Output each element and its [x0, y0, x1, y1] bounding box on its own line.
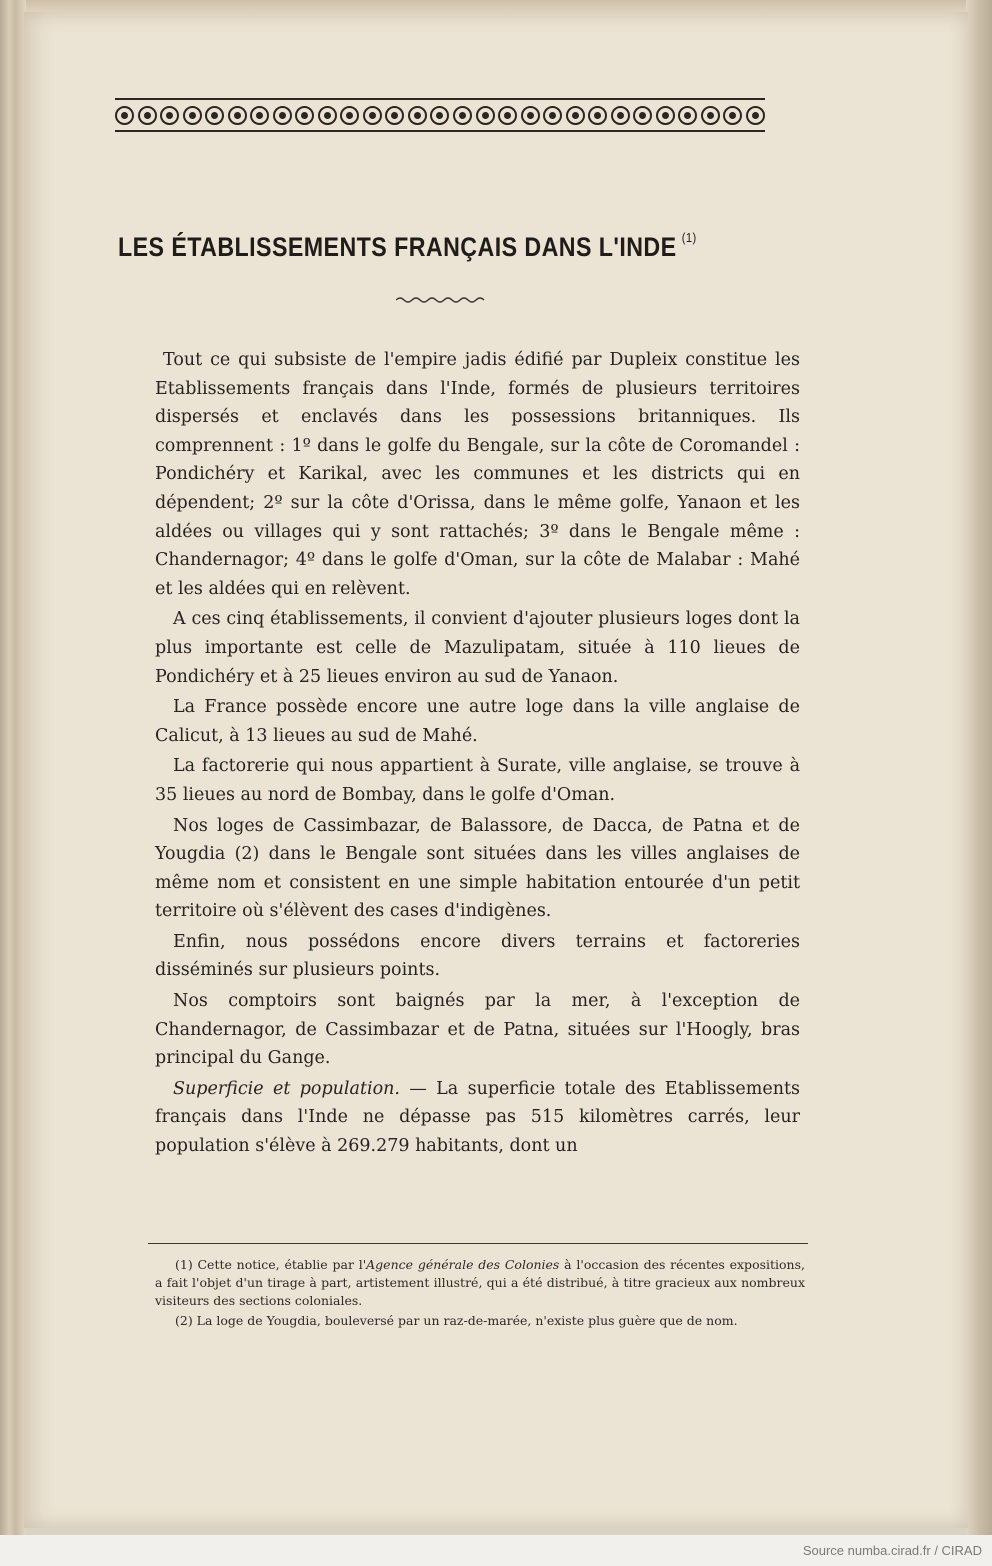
ornament-icon — [611, 106, 630, 125]
ornament-icon — [498, 106, 517, 125]
page-title — [118, 232, 720, 263]
paragraph-8 — [155, 1075, 800, 1161]
ornament-icon — [408, 106, 427, 125]
ornament-icon — [340, 106, 359, 125]
ornament-icon — [295, 106, 314, 125]
ornament-icon — [723, 106, 742, 125]
book-fore-edge — [966, 0, 992, 1535]
paragraph-3: La France possède encore une autre loge dans la ville anglaise de Calicut, à 13 lieues au sud de Mahé. — [155, 697, 800, 746]
paragraph-7: Nos comptoirs sont baignés par la mer, à l'exception de Chandernagor, de Cassimbazar et de Patna, situées sur l'Hoogly, bras principal du Gange. — [155, 991, 800, 1069]
ornament-icon — [521, 106, 540, 125]
ornament-icon — [566, 106, 585, 125]
ornament-icon — [678, 106, 697, 125]
section-heading-superficie: Superficie et population. — [173, 1078, 400, 1099]
paragraph-6: Enfin, nous possédons encore divers terrains et factoreries disséminés sur plusieurs points. — [155, 931, 800, 981]
ornament-icon — [205, 106, 224, 125]
ornament-icon — [476, 106, 495, 125]
ornament-icon — [250, 106, 269, 125]
ornament-icon — [656, 106, 675, 125]
footnote-1 — [155, 1256, 805, 1309]
paragraph-2: A ces cinq établissements, il convient d'ajouter plusieurs loges dont la plus importante est celle de Mazulipatam, située à 110 lieues de Pondichéry et à 25 lieues environ au sud de Yanaon. — [155, 609, 800, 687]
ornament-icon — [746, 106, 765, 125]
footnote-1-prefix: (1) Cette notice, établie par l' — [175, 1257, 367, 1272]
book-spine-edge — [0, 0, 26, 1535]
ornament-icon — [543, 106, 562, 125]
ornament-icon — [160, 106, 179, 125]
ornament-icon — [115, 106, 134, 125]
footnote-2: (2) La loge de Yougdia, bouleversé par un raz-de-marée, n'existe plus guère que de nom. — [175, 1313, 738, 1329]
title-footnote-ref: (1) — [681, 230, 697, 245]
ornamental-header-band — [115, 98, 765, 132]
source-credit: Source numba.cirad.fr / CIRAD — [802, 1543, 982, 1558]
paragraph-5: Nos loges de Cassimbazar, de Balassore, de Dacca, de Patna et de Yougdia (2) dans le Bengale sont situées dans les villes anglaises de même nom et consistent en une simple habitation entourée d'un petit territoire où s'élèvent des cases d'indigènes. — [155, 815, 800, 922]
ornament-icon — [183, 106, 202, 125]
paragraph-1: Tout ce qui subsiste de l'empire jadis édifié par Dupleix constitue les Etablissements français dans l'Inde, formés de plusieurs territoires dispersés et enclavés dans les possessions britanniques. Ils comprennent : 1º dans le golfe du Bengale, sur la côte de Coromandel : Pondichéry et Karikal, avec les communes et les districts qui en dépendent; 2º sur la côte d'Orissa, dans le même golfe, Yanaon et les aldées ou villages qui y sont rattachés; 3º dans le Bengale même : Chandernagor; 4º dans le golfe d'Oman, sur la côte de Malabar : Mahé et les aldées qui en relèvent. — [155, 350, 800, 599]
ornament-icon — [453, 106, 472, 125]
paragraph-8-text: — La superficie totale des Etablissements français dans l'Inde ne dépasse pas 515 kilomètres carrés, leur population s'élève à 269.279 habitants, dont un — [155, 1078, 800, 1157]
footnote-divider — [148, 1243, 808, 1244]
ornament-icon — [588, 106, 607, 125]
ornament-icon — [701, 106, 720, 125]
footnote-1-suffix: à l'occasion des récentes expositions, a fait l'objet d'un tirage à part, artistement illustré, qui a été distribué, à titre gracieux aux nombreux visiteurs des sections coloniales. — [155, 1257, 805, 1308]
ornament-icon — [138, 106, 157, 125]
ornament-icon — [273, 106, 292, 125]
ornament-icon — [385, 106, 404, 125]
ornament-icon — [318, 106, 337, 125]
ornament-icon — [363, 106, 382, 125]
footnote-1-agency: Agence générale des Colonies — [366, 1257, 560, 1272]
body-text — [155, 346, 800, 1161]
paragraph-4: La factorerie qui nous appartient à Surate, ville anglaise, se trouve à 35 lieues au nord de Bombay, dans le golfe d'Oman. — [155, 756, 800, 805]
title-flourish-divider — [396, 292, 488, 304]
ornament-icon — [633, 106, 652, 125]
page-title-text: LES ÉTABLISSEMENTS FRANÇAIS DANS L'INDE — [118, 232, 677, 262]
ornament-icon — [430, 106, 449, 125]
ornament-icon — [228, 106, 247, 125]
footnotes — [155, 1256, 805, 1333]
